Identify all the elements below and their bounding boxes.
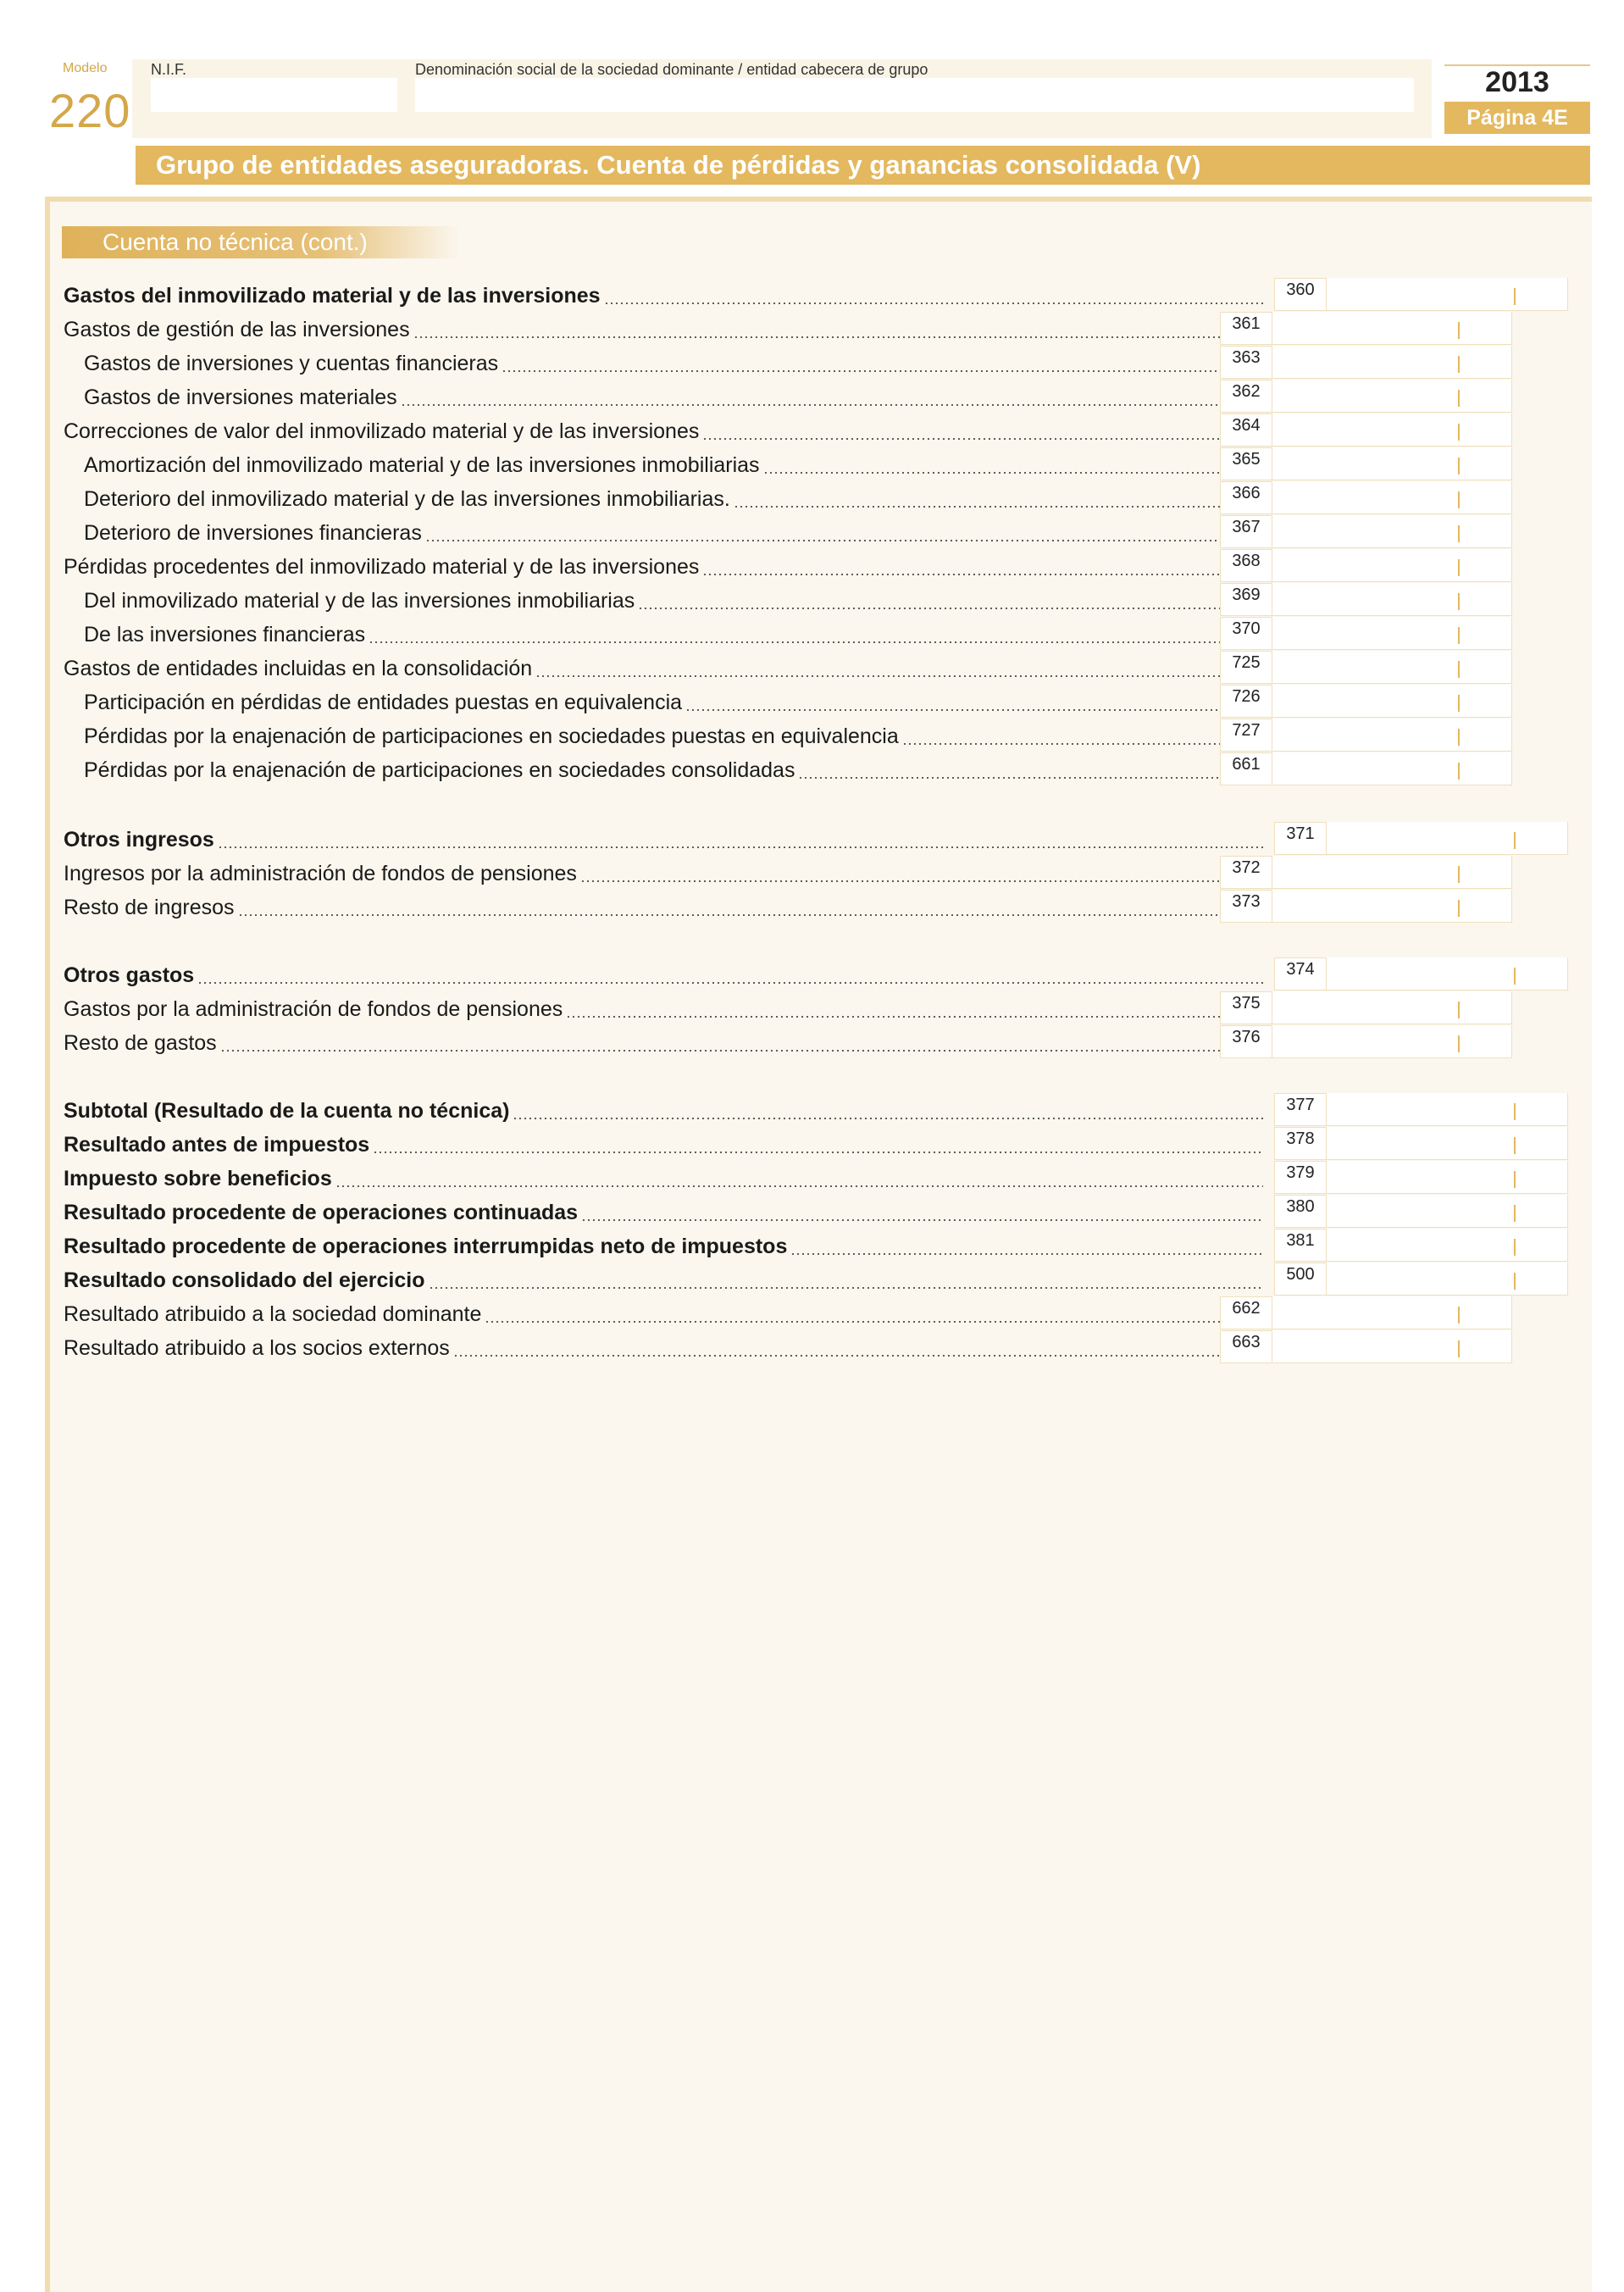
decimal-tick	[1514, 1273, 1516, 1290]
decimal-tick	[1514, 968, 1516, 985]
row-label: Ingresos por la administración de fondos de pensiones	[64, 856, 1266, 890]
row-label: Otros ingresos	[64, 822, 1265, 856]
row-code: 367	[1220, 515, 1272, 548]
row-code: 500	[1274, 1263, 1327, 1296]
value-field[interactable]	[1272, 515, 1512, 548]
row-label: Resultado procedente de operaciones interrumpidas neto de impuestos	[64, 1229, 1265, 1263]
page-title: Grupo de entidades aseguradoras. Cuenta de pérdidas y ganancias consolidada (V)	[136, 146, 1590, 185]
decimal-tick	[1458, 491, 1460, 508]
decimal-tick	[1458, 559, 1460, 576]
row-label: Amortización del inmovilizado material y de las inversiones inmobiliarias	[84, 447, 1287, 481]
row-code: 364	[1220, 413, 1272, 447]
row-code: 377	[1274, 1093, 1327, 1126]
decimal-tick	[1458, 627, 1460, 644]
row-label: Pérdidas por la enajenación de participaciones en sociedades consolidadas	[84, 752, 1287, 786]
row-label: Impuesto sobre beneficios	[64, 1161, 1265, 1195]
decimal-tick	[1458, 390, 1460, 407]
row-label: Resultado procedente de operaciones continuadas	[64, 1195, 1265, 1229]
value-field[interactable]	[1272, 312, 1512, 345]
row-code: 372	[1220, 856, 1272, 889]
row-label: Subtotal (Resultado de la cuenta no técnica)	[64, 1093, 1265, 1127]
decimal-tick	[1458, 356, 1460, 373]
modelo-number: 220	[49, 84, 131, 137]
row-code: 368	[1220, 549, 1272, 582]
value-field[interactable]	[1327, 1195, 1568, 1228]
decimal-tick	[1458, 593, 1460, 610]
decimal-tick	[1514, 1171, 1516, 1188]
row-code: 365	[1220, 447, 1272, 480]
decimal-tick	[1458, 1307, 1460, 1324]
row-label: Deterioro del inmovilizado material y de las inversiones inmobiliarias.	[84, 481, 1287, 515]
row-code: 381	[1274, 1229, 1327, 1262]
decimal-tick	[1458, 900, 1460, 917]
row-code: 661	[1220, 752, 1272, 785]
row-code: 727	[1220, 719, 1272, 752]
row-code: 371	[1274, 822, 1327, 855]
row-code: 378	[1274, 1127, 1327, 1160]
decimal-tick	[1514, 1137, 1516, 1154]
value-field[interactable]	[1272, 752, 1512, 785]
decimal-tick	[1458, 424, 1460, 441]
denominacion-label: Denominación social de la sociedad dominante / entidad cabecera de grupo	[415, 61, 928, 78]
decimal-tick	[1458, 1002, 1460, 1018]
decimal-tick	[1458, 1035, 1460, 1052]
value-field[interactable]	[1272, 447, 1512, 480]
row-code: 725	[1220, 651, 1272, 684]
row-label: Resultado antes de impuestos	[64, 1127, 1265, 1161]
decimal-tick	[1458, 458, 1460, 474]
row-code: 362	[1220, 380, 1272, 413]
denominacion-input[interactable]	[415, 78, 1414, 112]
value-field[interactable]	[1327, 957, 1568, 991]
row-label: Correcciones de valor del inmovilizado material y de las inversiones	[64, 413, 1266, 447]
decimal-tick	[1458, 661, 1460, 678]
decimal-tick	[1458, 866, 1460, 883]
value-field[interactable]	[1272, 890, 1512, 923]
decimal-tick	[1458, 695, 1460, 712]
value-field[interactable]	[1272, 617, 1512, 650]
row-code: 726	[1220, 685, 1272, 718]
nif-label: N.I.F.	[151, 61, 187, 78]
decimal-tick	[1514, 1103, 1516, 1120]
value-field[interactable]	[1327, 1161, 1568, 1194]
row-label: Participación en pérdidas de entidades puestas en equivalencia	[84, 685, 1287, 719]
decimal-tick	[1458, 763, 1460, 780]
row-label: Resto de gastos	[64, 1025, 1266, 1059]
form-year: 2013	[1485, 66, 1549, 98]
row-code: 374	[1274, 957, 1327, 991]
decimal-tick	[1514, 288, 1516, 305]
row-label: Gastos del inmovilizado material y de las inversiones	[64, 278, 1265, 312]
decimal-tick	[1514, 1239, 1516, 1256]
row-label: Del inmovilizado material y de las inversiones inmobiliarias	[84, 583, 1287, 617]
row-code: 375	[1220, 991, 1272, 1024]
row-label: Pérdidas procedentes del inmovilizado material y de las inversiones	[64, 549, 1266, 583]
row-label: Gastos de inversiones materiales	[84, 380, 1287, 413]
row-code: 369	[1220, 583, 1272, 616]
value-field[interactable]	[1272, 583, 1512, 616]
value-field[interactable]	[1272, 1330, 1512, 1363]
row-label: Otros gastos	[64, 957, 1265, 991]
value-field[interactable]	[1272, 413, 1512, 447]
value-field[interactable]	[1327, 1127, 1568, 1160]
section-title: Cuenta no técnica (cont.)	[62, 226, 460, 258]
row-code: 376	[1220, 1025, 1272, 1058]
value-field[interactable]	[1272, 1025, 1512, 1058]
value-field[interactable]	[1272, 346, 1512, 379]
value-field[interactable]	[1327, 278, 1568, 311]
value-field[interactable]	[1272, 991, 1512, 1024]
row-label: Resultado consolidado del ejercicio	[64, 1263, 1265, 1296]
value-field[interactable]	[1327, 1229, 1568, 1262]
decimal-tick	[1458, 1340, 1460, 1357]
value-field[interactable]	[1272, 1296, 1512, 1329]
value-field[interactable]	[1272, 481, 1512, 514]
decimal-tick	[1458, 322, 1460, 339]
row-label: Gastos de gestión de las inversiones	[64, 312, 1266, 346]
row-code: 379	[1274, 1161, 1327, 1194]
value-field[interactable]	[1272, 856, 1512, 889]
modelo-label: Modelo	[63, 61, 108, 75]
row-label: Deterioro de inversiones financieras	[84, 515, 1287, 549]
row-label: Gastos por la administración de fondos de pensiones	[64, 991, 1266, 1025]
row-code: 363	[1220, 346, 1272, 379]
row-label: Pérdidas por la enajenación de participaciones en sociedades puestas en equivalencia	[84, 719, 1287, 752]
row-label: De las inversiones financieras	[84, 617, 1287, 651]
row-code: 662	[1220, 1296, 1272, 1329]
value-field[interactable]	[1327, 822, 1568, 855]
row-code: 370	[1220, 617, 1272, 650]
value-field[interactable]	[1272, 685, 1512, 718]
value-field[interactable]	[1272, 651, 1512, 684]
row-label: Gastos de entidades incluidas en la consolidación	[64, 651, 1266, 685]
row-label: Resultado atribuido a la sociedad dominante	[64, 1296, 1266, 1330]
row-code: 361	[1220, 312, 1272, 345]
decimal-tick	[1514, 832, 1516, 849]
row-label: Resto de ingresos	[64, 890, 1266, 924]
value-field[interactable]	[1327, 1263, 1568, 1296]
value-field[interactable]	[1272, 380, 1512, 413]
row-label: Gastos de inversiones y cuentas financieras	[84, 346, 1287, 380]
row-code: 373	[1220, 890, 1272, 923]
decimal-tick	[1458, 525, 1460, 542]
row-code: 663	[1220, 1330, 1272, 1363]
row-code: 380	[1274, 1195, 1327, 1228]
row-code: 360	[1274, 278, 1327, 311]
value-field[interactable]	[1327, 1093, 1568, 1126]
nif-input[interactable]	[151, 78, 397, 112]
decimal-tick	[1458, 729, 1460, 746]
decimal-tick	[1514, 1205, 1516, 1222]
row-code: 366	[1220, 481, 1272, 514]
value-field[interactable]	[1272, 719, 1512, 752]
row-label: Resultado atribuido a los socios externos	[64, 1330, 1266, 1364]
page-badge: Página 4E	[1444, 102, 1590, 134]
value-field[interactable]	[1272, 549, 1512, 582]
